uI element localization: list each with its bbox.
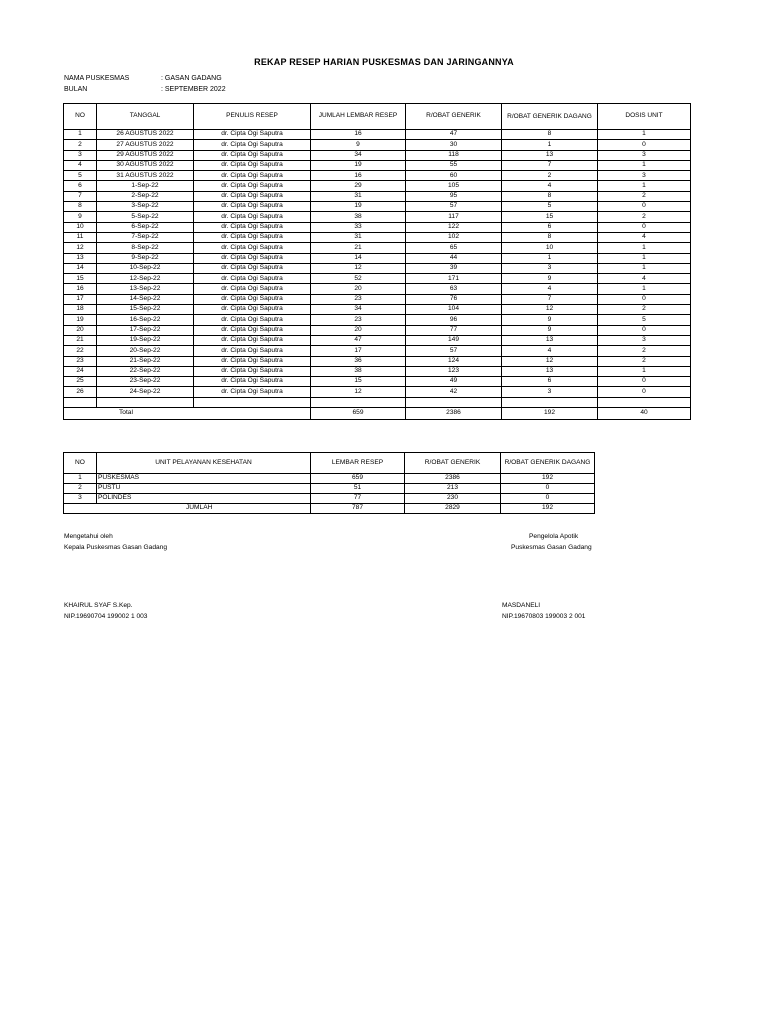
report-title: REKAP RESEP HARIAN PUSKESMAS DAN JARINGANNYA [254,57,514,67]
cell-dosis-unit: 1 [598,243,691,253]
cell-obat-generik: 105 [406,181,502,191]
unit-cell-generik: 230 [405,494,501,504]
cell-no: 14 [64,263,97,273]
cell-obat-generik-dagang: 12 [502,305,598,315]
cell-obat-generik: 55 [406,160,502,170]
cell-jumlah-lembar: 16 [311,130,406,140]
unit-cell-generik-dagang: 192 [501,474,595,484]
unit-header-generik-dagang: R/OBAT GENERIK DAGANG [501,453,595,474]
cell-tanggal: 26 AGUSTUS 2022 [97,130,194,140]
cell-jumlah-lembar: 38 [311,212,406,222]
cell-penulis-resep: dr. Cipta Ogi Saputra [194,150,311,160]
cell-penulis-resep: dr. Cipta Ogi Saputra [194,335,311,345]
cell-dosis-unit: 1 [598,130,691,140]
cell-dosis-unit: 5 [598,315,691,325]
cell-no: 13 [64,253,97,263]
cell-tanggal: 13-Sep-22 [97,284,194,294]
table-row [64,171,691,181]
unit-cell-generik: 2386 [405,474,501,484]
cell-penulis-resep: dr. Cipta Ogi Saputra [194,191,311,201]
cell-jumlah-lembar: 29 [311,181,406,191]
table-row [64,243,691,253]
table-row [64,315,691,325]
unit-cell-generik-dagang: 0 [501,484,595,494]
cell-obat-generik: 117 [406,212,502,222]
cell-tanggal: 22-Sep-22 [97,366,194,376]
left-signer-nip: NIP.19690704 199002 1 003 [64,613,148,620]
table-row [64,377,691,387]
cell-penulis-resep: dr. Cipta Ogi Saputra [194,140,311,150]
cell-no: 18 [64,305,97,315]
cell-tanggal: 29 AGUSTUS 2022 [97,150,194,160]
cell-tanggal: 30 AGUSTUS 2022 [97,160,194,170]
unit-cell-no: 1 [64,474,97,484]
table-row [64,202,691,212]
cell-no: 24 [64,366,97,376]
cell-no: 22 [64,346,97,356]
table-row [64,212,691,222]
cell-penulis-resep: dr. Cipta Ogi Saputra [194,232,311,242]
cell-penulis-resep: dr. Cipta Ogi Saputra [194,305,311,315]
table-row [64,253,691,263]
cell-jumlah-lembar: 12 [311,263,406,273]
cell-jumlah-lembar: 31 [311,191,406,201]
unit-table-body [64,474,595,504]
table-row [64,263,691,273]
cell-jumlah-lembar: 14 [311,253,406,263]
cell-no: 5 [64,171,97,181]
jumlah-generik: 2829 [405,504,501,514]
table-header-row [64,104,691,130]
nama-puskesmas-row [64,75,222,82]
cell-tanggal: 7-Sep-22 [97,232,194,242]
cell-jumlah-lembar: 34 [311,305,406,315]
right-sig-line1: Pengelola Apotik [529,533,579,540]
cell-dosis-unit: 1 [598,284,691,294]
cell-penulis-resep: dr. Cipta Ogi Saputra [194,202,311,212]
total-label: Total [64,407,311,419]
cell-jumlah-lembar: 23 [311,315,406,325]
unit-cell-no: 2 [64,484,97,494]
cell-penulis-resep: dr. Cipta Ogi Saputra [194,253,311,263]
left-signature-block [64,531,167,553]
table-row [64,366,691,376]
cell-obat-generik-dagang: 9 [502,315,598,325]
cell-obat-generik: 30 [406,140,502,150]
cell-dosis-unit: 0 [598,140,691,150]
header-jumlah-lembar: JUMLAH LEMBAR RESEP [311,104,406,130]
cell-jumlah-lembar: 34 [311,150,406,160]
cell-no: 16 [64,284,97,294]
cell-obat-generik: 104 [406,305,502,315]
cell-obat-generik-dagang: 4 [502,346,598,356]
table-row [64,356,691,366]
cell-dosis-unit: 1 [598,253,691,263]
cell-obat-generik: 47 [406,130,502,140]
cell-dosis-unit: 1 [598,160,691,170]
unit-cell-unit: PUSTU [97,484,311,494]
cell-jumlah-lembar: 19 [311,160,406,170]
left-sig-line2: Kepala Puskesmas Gasan Gadang [64,544,167,551]
cell-obat-generik-dagang: 1 [502,140,598,150]
cell-obat-generik: 42 [406,387,502,397]
cell-obat-generik-dagang: 4 [502,284,598,294]
cell-dosis-unit: 2 [598,356,691,366]
cell-tanggal: 1-Sep-22 [97,181,194,191]
cell-jumlah-lembar: 20 [311,325,406,335]
cell-obat-generik-dagang: 3 [502,263,598,273]
cell-penulis-resep: dr. Cipta Ogi Saputra [194,243,311,253]
total-dosis-unit: 40 [598,407,691,419]
cell-no: 4 [64,160,97,170]
header-obat-generik: R/OBAT GENERIK [406,104,502,130]
jumlah-label: JUMLAH [64,504,311,514]
unit-row [64,474,595,484]
daily-prescription-table [63,103,691,420]
cell-no: 10 [64,222,97,232]
left-signer [64,600,147,622]
cell-tanggal: 2-Sep-22 [97,191,194,201]
table-body [64,130,691,398]
cell-dosis-unit: 3 [598,335,691,345]
cell-no: 1 [64,130,97,140]
cell-penulis-resep: dr. Cipta Ogi Saputra [194,171,311,181]
jumlah-generik-dagang: 192 [501,504,595,514]
cell-tanggal: 16-Sep-22 [97,315,194,325]
total-generik-dagang: 192 [502,407,598,419]
cell-dosis-unit: 2 [598,191,691,201]
cell-obat-generik-dagang: 8 [502,191,598,201]
unit-cell-generik: 213 [405,484,501,494]
cell-dosis-unit: 0 [598,387,691,397]
cell-penulis-resep: dr. Cipta Ogi Saputra [194,130,311,140]
cell-penulis-resep: dr. Cipta Ogi Saputra [194,274,311,284]
cell-obat-generik: 77 [406,325,502,335]
cell-obat-generik: 118 [406,150,502,160]
cell-dosis-unit: 1 [598,366,691,376]
table-row [64,222,691,232]
cell-dosis-unit: 0 [598,325,691,335]
cell-dosis-unit: 1 [598,263,691,273]
cell-penulis-resep: dr. Cipta Ogi Saputra [194,284,311,294]
cell-penulis-resep: dr. Cipta Ogi Saputra [194,325,311,335]
total-jumlah-lembar: 659 [311,407,406,419]
unit-cell-unit: POLINDES [97,494,311,504]
cell-obat-generik-dagang: 7 [502,294,598,304]
nama-puskesmas-value: : GASAN GADANG [161,75,222,82]
right-signer-name: MASDANELI [502,602,541,609]
cell-obat-generik: 57 [406,202,502,212]
right-signer-nip: NIP.19670803 199003 2 001 [502,613,586,620]
cell-dosis-unit: 2 [598,346,691,356]
cell-obat-generik: 149 [406,335,502,345]
cell-obat-generik: 63 [406,284,502,294]
total-generik: 2386 [406,407,502,419]
cell-obat-generik-dagang: 1 [502,253,598,263]
cell-penulis-resep: dr. Cipta Ogi Saputra [194,356,311,366]
cell-obat-generik-dagang: 8 [502,232,598,242]
cell-no: 6 [64,181,97,191]
unit-summary-table [63,452,595,514]
jumlah-row [64,504,595,514]
cell-obat-generik: 76 [406,294,502,304]
cell-obat-generik: 44 [406,253,502,263]
table-row [64,284,691,294]
cell-no: 15 [64,274,97,284]
left-sig-line1: Mengetahui oleh [64,533,113,540]
cell-tanggal: 31 AGUSTUS 2022 [97,171,194,181]
cell-tanggal: 21-Sep-22 [97,356,194,366]
cell-obat-generik: 122 [406,222,502,232]
cell-obat-generik-dagang: 10 [502,243,598,253]
cell-tanggal: 14-Sep-22 [97,294,194,304]
cell-jumlah-lembar: 9 [311,140,406,150]
cell-tanggal: 5-Sep-22 [97,212,194,222]
cell-dosis-unit: 0 [598,222,691,232]
table-row [64,191,691,201]
table-row [64,181,691,191]
table-row [64,305,691,315]
unit-cell-generik-dagang: 0 [501,494,595,504]
cell-no: 26 [64,387,97,397]
cell-dosis-unit: 0 [598,202,691,212]
right-signer [502,600,585,622]
unit-header-lembar: LEMBAR RESEP [311,453,405,474]
cell-no: 8 [64,202,97,212]
cell-penulis-resep: dr. Cipta Ogi Saputra [194,315,311,325]
cell-obat-generik-dagang: 7 [502,160,598,170]
cell-tanggal: 6-Sep-22 [97,222,194,232]
cell-tanggal: 23-Sep-22 [97,377,194,387]
cell-dosis-unit: 3 [598,171,691,181]
cell-no: 9 [64,212,97,222]
unit-header-generik: R/OBAT GENERIK [405,453,501,474]
table-row [64,150,691,160]
cell-jumlah-lembar: 36 [311,356,406,366]
cell-no: 19 [64,315,97,325]
right-sig-line2: Puskesmas Gasan Gadang [511,544,592,551]
table-row [64,274,691,284]
cell-obat-generik-dagang: 9 [502,274,598,284]
cell-dosis-unit: 3 [598,150,691,160]
bulan-value: : SEPTEMBER 2022 [161,86,226,93]
cell-jumlah-lembar: 47 [311,335,406,345]
cell-penulis-resep: dr. Cipta Ogi Saputra [194,160,311,170]
cell-obat-generik: 123 [406,366,502,376]
unit-row [64,484,595,494]
cell-no: 11 [64,232,97,242]
unit-header-no: NO [64,453,97,474]
cell-obat-generik: 171 [406,274,502,284]
cell-obat-generik-dagang: 13 [502,150,598,160]
cell-obat-generik-dagang: 12 [502,356,598,366]
cell-tanggal: 17-Sep-22 [97,325,194,335]
cell-jumlah-lembar: 15 [311,377,406,387]
cell-obat-generik-dagang: 9 [502,325,598,335]
cell-obat-generik: 60 [406,171,502,181]
cell-penulis-resep: dr. Cipta Ogi Saputra [194,346,311,356]
header-penulis-resep: PENULIS RESEP [194,104,311,130]
cell-jumlah-lembar: 52 [311,274,406,284]
cell-obat-generik-dagang: 6 [502,377,598,387]
cell-jumlah-lembar: 19 [311,202,406,212]
cell-no: 3 [64,150,97,160]
table-row [64,335,691,345]
cell-jumlah-lembar: 12 [311,387,406,397]
cell-obat-generik: 65 [406,243,502,253]
cell-dosis-unit: 0 [598,377,691,387]
cell-no: 12 [64,243,97,253]
cell-penulis-resep: dr. Cipta Ogi Saputra [194,387,311,397]
cell-penulis-resep: dr. Cipta Ogi Saputra [194,212,311,222]
cell-dosis-unit: 2 [598,305,691,315]
table-row [64,130,691,140]
cell-obat-generik-dagang: 13 [502,335,598,345]
table-row [64,325,691,335]
table-row [64,387,691,397]
unit-header-row [64,453,595,474]
cell-penulis-resep: dr. Cipta Ogi Saputra [194,377,311,387]
left-signer-name: KHAIRUL SYAF S.Kep. [64,602,133,609]
cell-no: 20 [64,325,97,335]
cell-obat-generik-dagang: 2 [502,171,598,181]
bulan-row [64,86,226,93]
cell-dosis-unit: 2 [598,212,691,222]
cell-penulis-resep: dr. Cipta Ogi Saputra [194,181,311,191]
unit-header-unit: UNIT PELAYANAN KESEHATAN [97,453,311,474]
cell-tanggal: 3-Sep-22 [97,202,194,212]
table-row [64,346,691,356]
cell-obat-generik: 57 [406,346,502,356]
cell-tanggal: 27 AGUSTUS 2022 [97,140,194,150]
cell-jumlah-lembar: 17 [311,346,406,356]
cell-no: 2 [64,140,97,150]
right-signature-block [511,531,592,553]
cell-obat-generik-dagang: 15 [502,212,598,222]
unit-cell-unit: PUSKESMAS [97,474,311,484]
unit-cell-lembar: 51 [311,484,405,494]
cell-penulis-resep: dr. Cipta Ogi Saputra [194,294,311,304]
header-obat-generik-dagang: R/OBAT GENERIK DAGANG [502,104,598,130]
table-row [64,232,691,242]
cell-tanggal: 9-Sep-22 [97,253,194,263]
cell-tanggal: 19-Sep-22 [97,335,194,345]
table-row [64,294,691,304]
cell-dosis-unit: 1 [598,181,691,191]
cell-penulis-resep: dr. Cipta Ogi Saputra [194,263,311,273]
cell-jumlah-lembar: 33 [311,222,406,232]
cell-obat-generik: 96 [406,315,502,325]
cell-jumlah-lembar: 20 [311,284,406,294]
cell-obat-generik-dagang: 8 [502,130,598,140]
cell-obat-generik-dagang: 4 [502,181,598,191]
cell-obat-generik-dagang: 13 [502,366,598,376]
cell-tanggal: 8-Sep-22 [97,243,194,253]
cell-obat-generik: 49 [406,377,502,387]
header-dosis-unit: DOSIS UNIT [598,104,691,130]
cell-penulis-resep: dr. Cipta Ogi Saputra [194,222,311,232]
cell-obat-generik-dagang: 6 [502,222,598,232]
nama-puskesmas-label: NAMA PUSKESMAS [64,75,130,82]
cell-obat-generik: 39 [406,263,502,273]
cell-jumlah-lembar: 31 [311,232,406,242]
cell-tanggal: 12-Sep-22 [97,274,194,284]
jumlah-lembar: 787 [311,504,405,514]
cell-jumlah-lembar: 21 [311,243,406,253]
cell-tanggal: 24-Sep-22 [97,387,194,397]
cell-dosis-unit: 4 [598,274,691,284]
unit-cell-no: 3 [64,494,97,504]
cell-no: 21 [64,335,97,345]
cell-tanggal: 15-Sep-22 [97,305,194,315]
cell-jumlah-lembar: 38 [311,366,406,376]
cell-dosis-unit: 0 [598,294,691,304]
table-row [64,160,691,170]
bulan-label: BULAN [64,86,88,93]
unit-cell-lembar: 77 [311,494,405,504]
cell-obat-generik: 124 [406,356,502,366]
unit-row [64,494,595,504]
cell-no: 7 [64,191,97,201]
cell-penulis-resep: dr. Cipta Ogi Saputra [194,366,311,376]
total-row [64,407,691,419]
cell-jumlah-lembar: 23 [311,294,406,304]
cell-dosis-unit: 4 [598,232,691,242]
blank-row [64,397,691,407]
header-tanggal: TANGGAL [97,104,194,130]
cell-no: 17 [64,294,97,304]
cell-no: 23 [64,356,97,366]
cell-obat-generik: 95 [406,191,502,201]
header-no: NO [64,104,97,130]
table-row [64,140,691,150]
cell-obat-generik: 102 [406,232,502,242]
unit-cell-lembar: 659 [311,474,405,484]
cell-tanggal: 10-Sep-22 [97,263,194,273]
cell-tanggal: 20-Sep-22 [97,346,194,356]
cell-obat-generik-dagang: 3 [502,387,598,397]
cell-jumlah-lembar: 16 [311,171,406,181]
cell-obat-generik-dagang: 5 [502,202,598,212]
cell-no: 25 [64,377,97,387]
